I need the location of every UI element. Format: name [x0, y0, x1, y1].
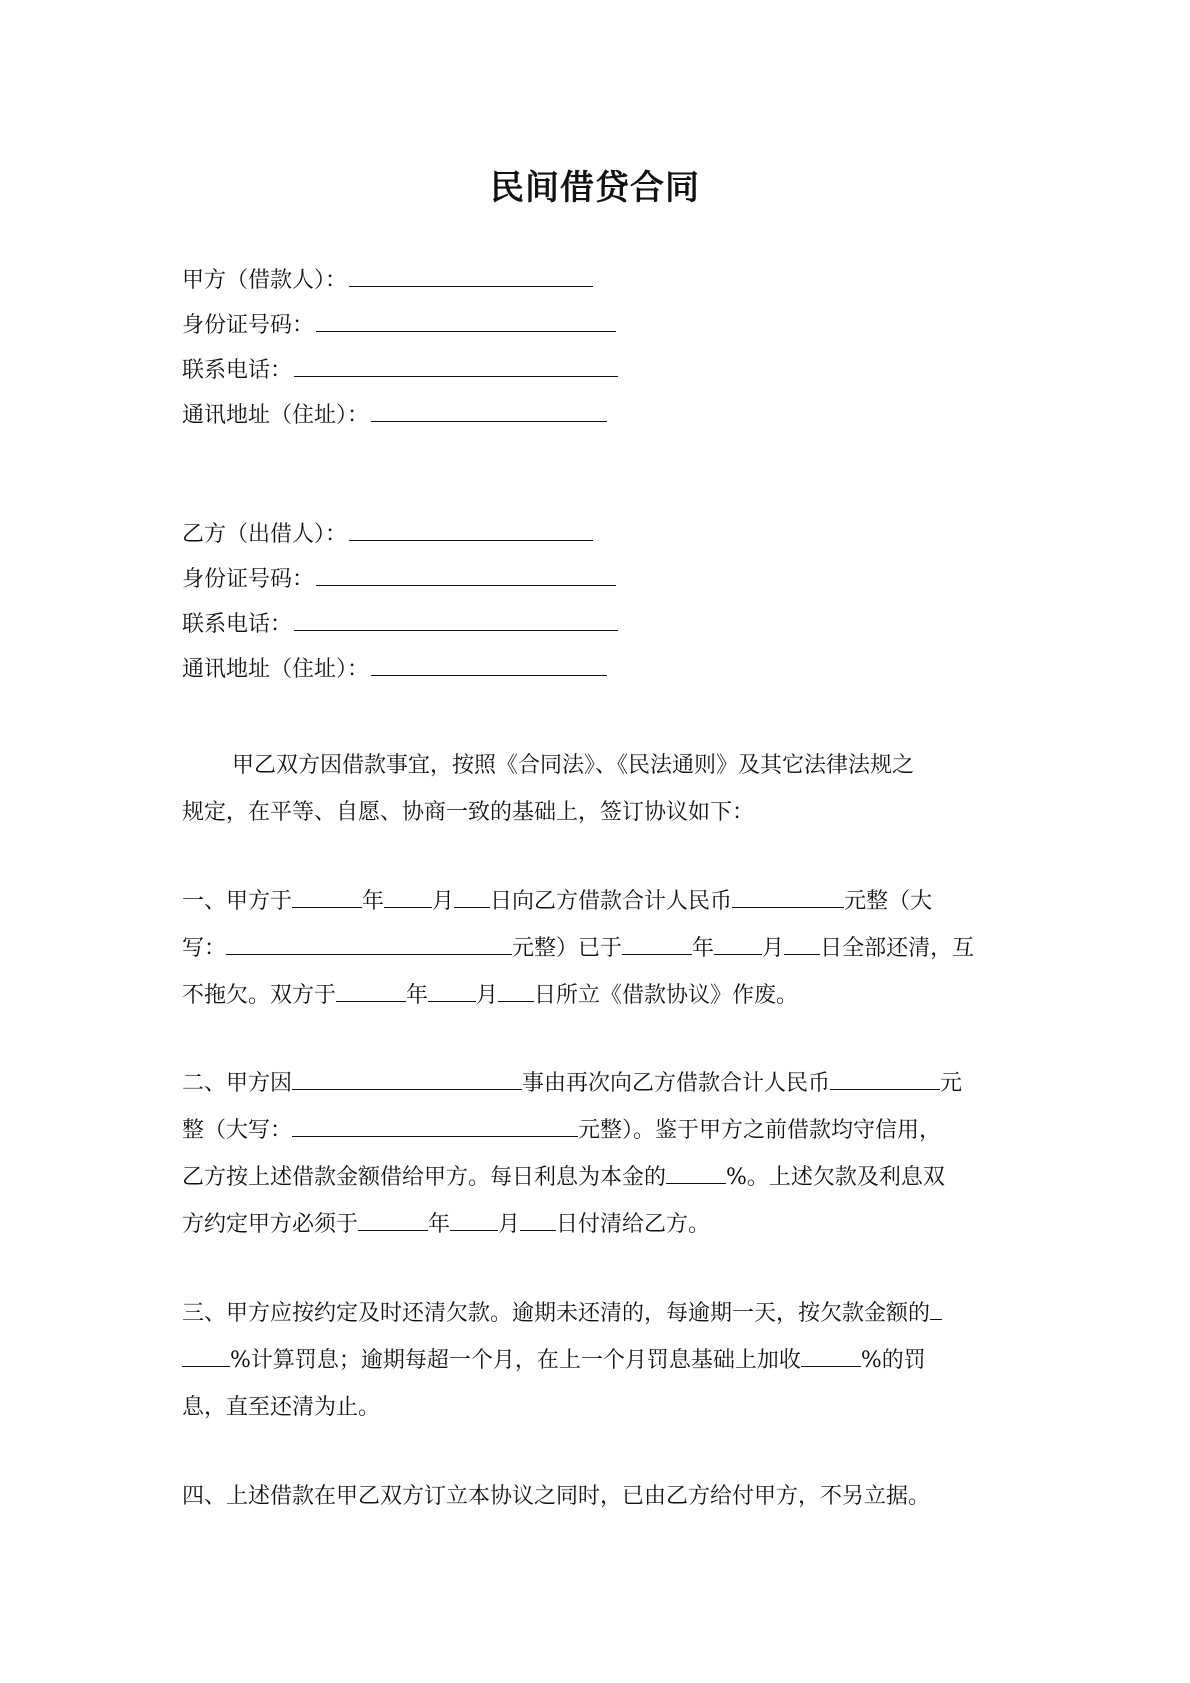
- blank-day[interactable]: [784, 932, 820, 955]
- party-b-address-field: [182, 651, 607, 685]
- clause-2-text: 事由再次向乙方借款合计人民币: [522, 1071, 831, 1096]
- clause-2-text: 年: [428, 1212, 451, 1237]
- party-a-name-label: 甲方（借款人）：: [182, 268, 348, 293]
- blank-month[interactable]: [384, 885, 432, 908]
- party-a-phone-field: [182, 352, 618, 386]
- clause-3-text: %的罚: [860, 1348, 926, 1373]
- party-b-name-field: [182, 516, 593, 550]
- clause-2-text: 元整）。鉴于甲方之前借款均守信用，: [578, 1118, 942, 1143]
- blank-penalty-rate[interactable]: [182, 1344, 230, 1367]
- blank-penalty-rate[interactable]: [930, 1297, 942, 1320]
- blank-month[interactable]: [714, 932, 762, 955]
- blank-day[interactable]: [498, 979, 534, 1002]
- clause-2-text: 月: [498, 1212, 521, 1237]
- party-b-name-label: 乙方（出借人）：: [182, 522, 348, 547]
- party-a-name-blank[interactable]: [349, 262, 593, 287]
- blank-year[interactable]: [358, 1208, 428, 1231]
- clause-1-text: 写：: [182, 936, 227, 961]
- clause-1-text: 月: [432, 889, 455, 914]
- clause-2-text: 整（大写：: [182, 1118, 293, 1143]
- party-b-phone-blank[interactable]: [294, 606, 618, 631]
- clause-1-text: 元整（大: [844, 889, 933, 914]
- party-b-address-label: 通讯地址（住址）：: [182, 657, 370, 682]
- blank-amount[interactable]: [830, 1067, 940, 1090]
- blank-reason[interactable]: [292, 1067, 522, 1090]
- preamble-paragraph: [182, 742, 1018, 836]
- clause-2-text: 元: [940, 1071, 963, 1096]
- party-a-address-label: 通讯地址（住址）：: [182, 403, 370, 428]
- clause-1-text: 月: [476, 983, 499, 1008]
- clause-2-text: 方约定甲方必须于: [182, 1212, 359, 1237]
- party-b-id-label: 身份证号码：: [182, 567, 315, 592]
- blank-interest-rate[interactable]: [666, 1161, 726, 1184]
- clause-1-text: 不拖欠。双方于: [182, 983, 337, 1008]
- party-a-address-blank[interactable]: [371, 397, 607, 422]
- clause-3-text: %计算罚息；逾期每超一个月，在上一个月罚息基础上加收: [230, 1348, 801, 1373]
- clause-2-text: 二、甲方因: [182, 1071, 293, 1096]
- preamble-line-1: 甲乙双方因借款事宜，按照《合同法》、《民法通则》及其它法律法规之: [232, 753, 915, 778]
- clause-4-paragraph: [182, 1473, 1018, 1520]
- party-a-id-label: 身份证号码：: [182, 313, 315, 338]
- party-b-address-blank[interactable]: [371, 651, 607, 676]
- page-title: 民间借贷合同: [490, 168, 700, 208]
- clause-1-text: 日全部还清，互: [820, 936, 975, 961]
- party-a-name-field: [182, 262, 593, 296]
- preamble-line-2: 规定，在平等、自愿、协商一致的基础上，签订协议如下：: [182, 800, 755, 825]
- clause-2-text: 日付清给乙方。: [556, 1212, 711, 1237]
- blank-day[interactable]: [454, 885, 490, 908]
- clause-1-text: 月: [762, 936, 785, 961]
- party-a-id-field: [182, 307, 616, 341]
- blank-amount-uppercase[interactable]: [226, 932, 512, 955]
- blank-day[interactable]: [520, 1208, 556, 1231]
- clause-1-text: 年: [692, 936, 715, 961]
- clause-2-paragraph: [182, 1060, 1018, 1248]
- blank-amount-uppercase[interactable]: [292, 1114, 578, 1137]
- party-a-phone-blank[interactable]: [294, 352, 618, 377]
- clause-4-text: 四、上述借款在甲乙双方订立本协议之同时，已由乙方给付甲方，不另立据。: [182, 1484, 931, 1509]
- blank-month[interactable]: [450, 1208, 498, 1231]
- party-b-phone-field: [182, 606, 618, 640]
- clause-2-text: 乙方按上述借款金额借给甲方。每日利息为本金的: [182, 1165, 667, 1190]
- clause-1-text: 日向乙方借款合计人民币: [490, 889, 733, 914]
- party-a-phone-label: 联系电话：: [182, 358, 293, 383]
- blank-extra-rate[interactable]: [801, 1344, 861, 1367]
- blank-amount[interactable]: [732, 885, 844, 908]
- clause-1-text: 年: [406, 983, 429, 1008]
- clause-2-text: %。上述欠款及利息双: [726, 1165, 945, 1190]
- clause-1-text: 年: [362, 889, 385, 914]
- party-b-name-blank[interactable]: [349, 516, 593, 541]
- party-a-id-blank[interactable]: [316, 307, 616, 332]
- blank-month[interactable]: [428, 979, 476, 1002]
- blank-year[interactable]: [622, 932, 692, 955]
- clause-1-paragraph: [182, 878, 1018, 1019]
- party-a-address-field: [182, 397, 607, 431]
- clause-1-text: 日所立《借款协议》作废。: [534, 983, 799, 1008]
- blank-year[interactable]: [336, 979, 406, 1002]
- clause-3-text: 三、甲方应按约定及时还清欠款。逾期未还清的，每逾期一天，按欠款金额的: [182, 1301, 931, 1326]
- party-b-phone-label: 联系电话：: [182, 612, 293, 637]
- clause-3-text: 息，直至还清为止。: [182, 1395, 381, 1420]
- clause-1-text: 元整）已于: [512, 936, 623, 961]
- clause-1-text: 一、甲方于: [182, 889, 293, 914]
- party-b-id-blank[interactable]: [316, 561, 616, 586]
- blank-year[interactable]: [292, 885, 362, 908]
- clause-3-paragraph: [182, 1290, 1018, 1431]
- party-b-id-field: [182, 561, 616, 595]
